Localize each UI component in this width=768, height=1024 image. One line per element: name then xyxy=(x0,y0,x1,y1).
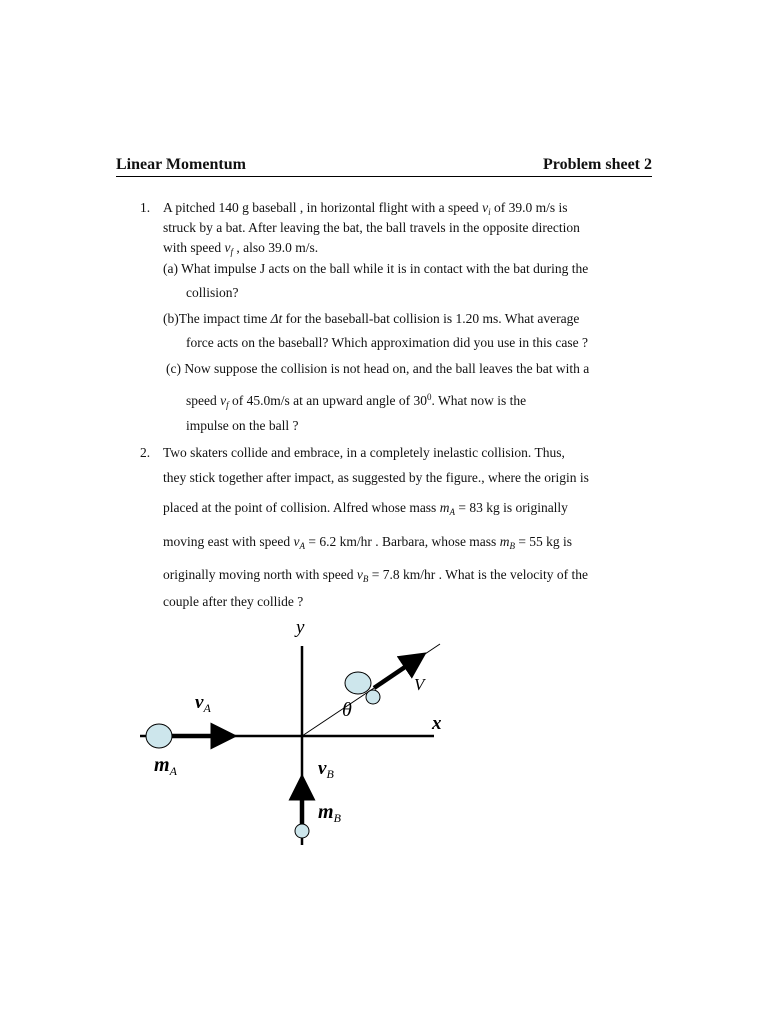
v-label: V xyxy=(414,675,425,694)
vb-label: $v_B$ xyxy=(318,758,334,781)
problem-2-line-5: originally moving north with speed $v_B = 7.8$ km/hr . What is the velocity of the xyxy=(163,567,588,584)
problem-1c-line-2: speed $v_f$ of 45.0m/s at an upward angle of $30^0$. What now is the xyxy=(186,392,527,410)
theta-label: θ xyxy=(342,699,352,721)
problem-2-line-1: Two skaters collide and embrace, in a completely inelastic collision. Thus, xyxy=(163,445,565,460)
problem-1a-line-1: (a) What impulse J acts on the ball while it is in contact with the bat during the xyxy=(163,261,589,276)
ball-b xyxy=(295,824,309,838)
problem-1-line-3: with speed $v_f$ , also 39.0 m/s. xyxy=(163,240,319,257)
mb-label: $m_B$ xyxy=(318,801,341,825)
problem-2-number: 2. xyxy=(140,445,151,460)
problem-1-number: 1. xyxy=(140,200,151,215)
x-axis-label: x xyxy=(432,713,442,734)
y-axis-label: y xyxy=(296,617,305,638)
problem-2-line-6: couple after they collide ? xyxy=(163,594,304,609)
problem-1a-line-2: collision? xyxy=(186,285,239,300)
problem-1b-line-2: force acts on the baseball? Which approximation did you use in this case ? xyxy=(186,335,589,350)
problem-1b-line-1: (b)The impact time Δt for the baseball-bat collision is 1.20 ms. What average xyxy=(163,311,580,326)
va-label: $v_A$ xyxy=(195,692,211,715)
ball-combined-b xyxy=(366,690,380,704)
problem-1c-line-1: (c) Now suppose the collision is not head on, and the ball leaves the bat with a xyxy=(166,361,590,376)
ma-label: $m_A$ xyxy=(154,754,177,778)
header-sheet-number: Problem sheet 2 xyxy=(542,156,652,173)
problem-1c-line-3: impulse on the ball ? xyxy=(186,418,299,433)
ball-a xyxy=(146,724,172,748)
v-arrow xyxy=(374,665,408,688)
ball-combined-a xyxy=(345,672,371,694)
problem-2-line-2: they stick together after impact, as suggested by the figure., where the origin is xyxy=(163,470,589,485)
problem-2-line-3: placed at the point of collision. Alfred whose mass $m_A = 83$ kg is originally xyxy=(163,500,568,517)
problem-1-line-1: A pitched 140 g baseball , in horizontal flight with a speed $v_i$ of 39.0 m/s is xyxy=(163,200,568,217)
problem-1-line-2: struck by a bat. After leaving the bat, the ball travels in the opposite direction xyxy=(163,220,580,235)
header-title: Linear Momentum xyxy=(116,156,246,173)
problem-2-line-4: moving east with speed $v_A = 6.2$ km/hr . Barbara, whose mass $m_B = 55$ kg is xyxy=(163,534,573,551)
